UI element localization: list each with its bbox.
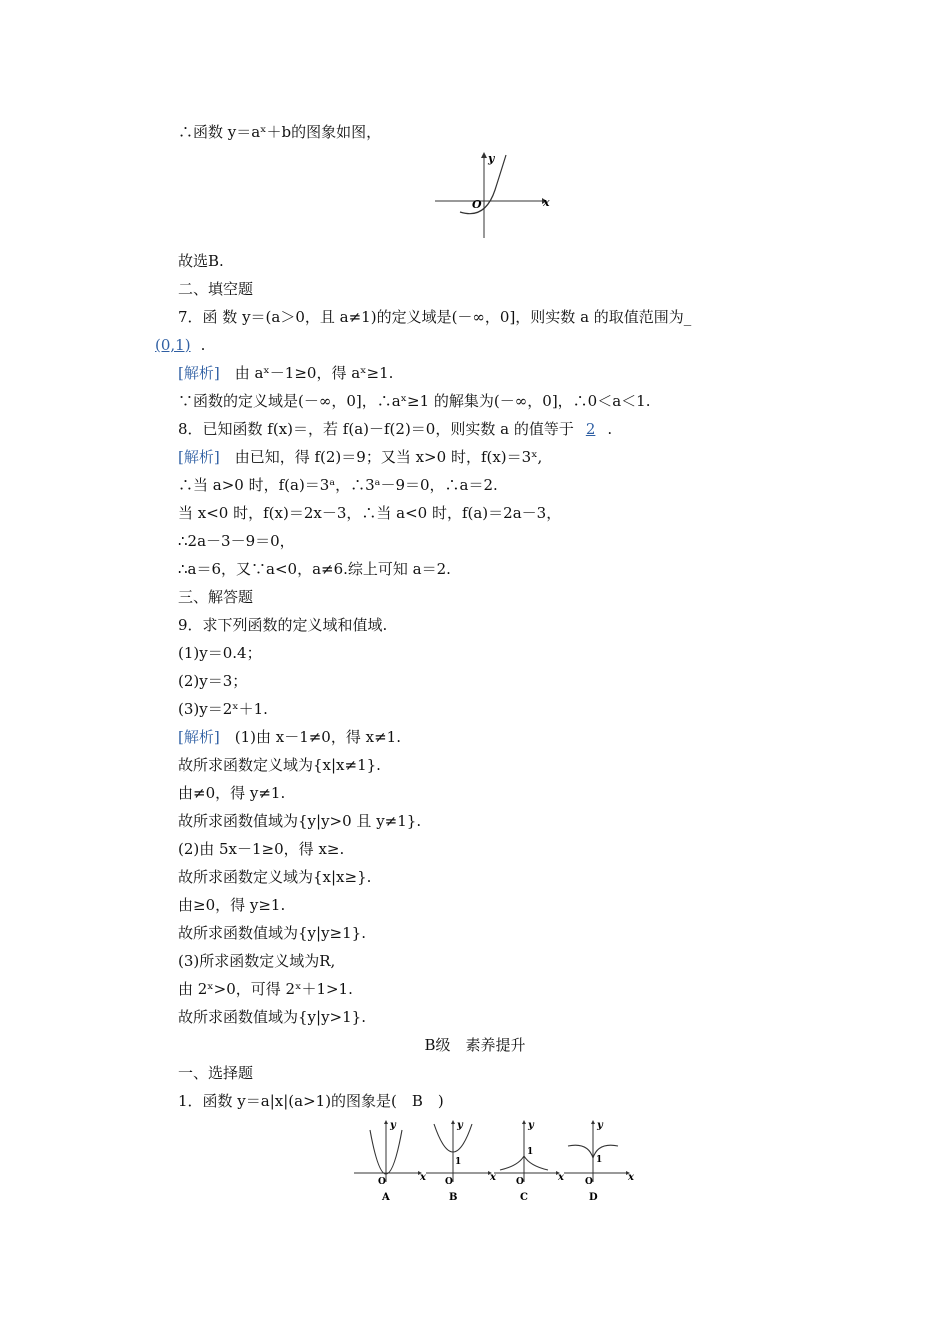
question-8: 8．已知函数 f(x)＝，若 f(a)－f(2)＝0，则实数 a 的值等于 2 . <box>178 420 613 438</box>
svg-text:x: x <box>490 1172 496 1183</box>
exponential-graph <box>430 150 555 242</box>
text-line: 故所求函数值域为{y|y>0 且 y≠1}. <box>178 812 422 830</box>
analysis-tag: [解析] <box>178 364 220 382</box>
answer-blank: 2 <box>585 420 596 438</box>
text-line: 故所求函数值域为{y|y≥1}. <box>178 924 366 942</box>
option-d-graph <box>564 1120 635 1203</box>
origin-label: O <box>472 198 482 211</box>
text-line: (3)所求函数定义域为R, <box>178 952 336 970</box>
option-label: C <box>520 1192 528 1203</box>
text-line: 由≠0，得 y≠1. <box>178 784 286 802</box>
text-line: 由 2ˣ>0，可得 2ˣ＋1>1. <box>178 980 353 998</box>
option-b-graph <box>426 1120 497 1203</box>
analysis-line: [解析] (1)由 x－1≠0，得 x≠1. <box>178 728 401 746</box>
svg-text:1: 1 <box>455 1157 462 1167</box>
option-a-graph <box>354 1120 427 1203</box>
option-label: A <box>382 1192 390 1203</box>
analysis-line: [解析] 由 aˣ－1≥0，得 aˣ≥1. <box>178 364 394 382</box>
text-line: ∴函数 y＝aˣ＋b的图象如图， <box>178 123 382 141</box>
text-line: ∵函数的定义域是(－∞，0]，∴aˣ≥1 的解集为(－∞，0]，∴0＜a＜1. <box>178 392 651 410</box>
text-line: (2)由 5x－1≥0，得 x≥. <box>178 840 345 858</box>
svg-text:O: O <box>585 1177 593 1187</box>
option-label: D <box>589 1192 598 1203</box>
svg-text:O: O <box>445 1177 453 1187</box>
svg-text:y: y <box>528 1120 534 1131</box>
text-line: 故所求函数定义域为{x|x≥}. <box>178 868 372 886</box>
text-line: 故所求函数定义域为{x|x≠1}. <box>178 756 381 774</box>
option-label: B <box>449 1192 458 1203</box>
level-heading: B级 素养提升 <box>424 1036 526 1054</box>
analysis-tag: [解析] <box>178 448 220 466</box>
text-line: (3)y＝2ˣ＋1. <box>178 700 268 718</box>
text-line: 当 x<0 时，f(x)＝2x－3，∴当 a<0 时，f(a)＝2a－3， <box>178 504 562 522</box>
question-7: 7．函 数 y＝(a＞0，且 a≠1)的定义域是(－∞，0]，则实数 a 的取值范围为_ <box>178 308 692 326</box>
svg-text:O: O <box>516 1177 524 1187</box>
text-line: (2)y＝3； <box>178 672 248 690</box>
svg-text:y: y <box>390 1120 396 1131</box>
text-line: ∴2a－3－9＝0， <box>178 532 295 550</box>
svg-text:x: x <box>420 1172 426 1183</box>
text-line: 故选B. <box>178 252 224 270</box>
analysis-tag: [解析] <box>178 728 220 746</box>
svg-text:1: 1 <box>596 1155 603 1165</box>
svg-text:1: 1 <box>527 1147 534 1157</box>
svg-text:O: O <box>378 1177 386 1187</box>
question-9: 9．求下列函数的定义域和值域. <box>178 616 388 634</box>
section-heading: 三、解答题 <box>178 588 254 606</box>
text-line: 由≥0，得 y≥1. <box>178 896 286 914</box>
option-graphs <box>350 1118 640 1206</box>
question-1: 1．函数 y＝a|x|(a>1)的图象是( B ) <box>178 1092 444 1110</box>
section-heading: 二、填空题 <box>178 280 254 298</box>
svg-text:y: y <box>457 1120 463 1131</box>
svg-text:x: x <box>558 1172 564 1183</box>
question-7-text: 7．函 数 y＝(a＞0，且 a≠1)的定义域是(－∞，0]，则实数 a 的取值范围为 <box>178 308 684 326</box>
y-axis-label: y <box>488 152 495 165</box>
analysis-line: [解析] 由已知，得 f(2)＝9；又当 x>0 时，f(x)＝3ˣ, <box>178 448 543 466</box>
option-c-graph <box>494 1120 565 1203</box>
text-line: 故所求函数值域为{y|y>1}. <box>178 1008 366 1026</box>
section-heading: 一、选择题 <box>178 1064 254 1082</box>
text-line: ∴当 a>0 时，f(a)＝3ᵃ，∴3ᵃ－9＝0，∴a＝2. <box>178 476 498 494</box>
svg-text:x: x <box>628 1172 634 1183</box>
answer-blank: (0,1) <box>155 336 191 354</box>
x-axis-label: x <box>543 196 550 209</box>
text-line: (1)y＝0.4； <box>178 644 262 662</box>
text-line: ∴a＝6，又∵a<0，a≠6.综上可知 a＝2. <box>178 560 451 578</box>
svg-text:y: y <box>597 1120 603 1131</box>
question-7-answer-line: (0,1) . <box>145 335 205 355</box>
